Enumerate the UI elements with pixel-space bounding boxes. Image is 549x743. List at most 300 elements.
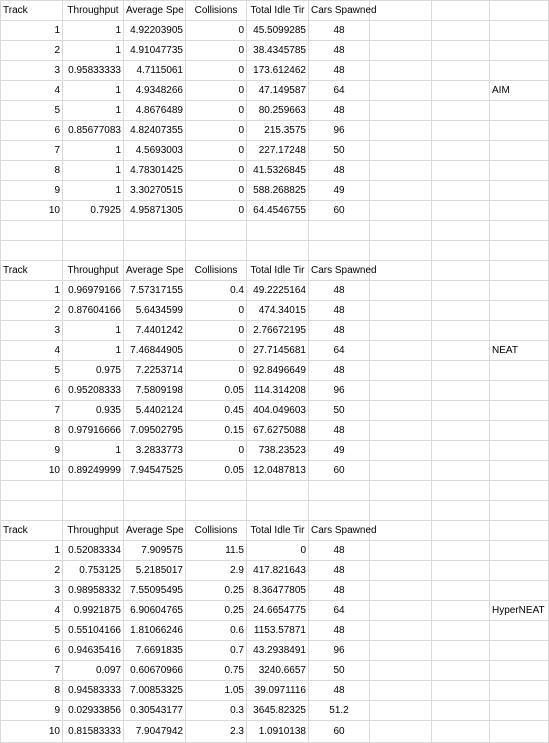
data-cell[interactable]: 48 bbox=[309, 281, 370, 301]
data-cell[interactable]: 6 bbox=[1, 641, 63, 661]
data-cell[interactable]: 8 bbox=[1, 421, 63, 441]
data-cell[interactable]: 51.2 bbox=[309, 701, 370, 721]
data-cell[interactable]: 1 bbox=[63, 441, 124, 461]
data-cell[interactable]: 0.097 bbox=[63, 661, 124, 681]
column-header-cell[interactable]: Throughput bbox=[63, 1, 124, 21]
data-cell[interactable]: 50 bbox=[309, 141, 370, 161]
data-cell[interactable]: 4.9348266 bbox=[124, 81, 186, 101]
empty-cell[interactable] bbox=[370, 641, 432, 661]
empty-cell[interactable] bbox=[432, 181, 490, 201]
empty-cell[interactable] bbox=[432, 161, 490, 181]
empty-cell[interactable] bbox=[432, 681, 490, 701]
data-cell[interactable]: 39.0971116 bbox=[247, 681, 309, 701]
data-cell[interactable]: 1153.57871 bbox=[247, 621, 309, 641]
data-cell[interactable]: 80.259663 bbox=[247, 101, 309, 121]
data-cell[interactable]: 43.2938491 bbox=[247, 641, 309, 661]
empty-cell[interactable] bbox=[490, 561, 549, 581]
data-cell[interactable]: 48 bbox=[309, 101, 370, 121]
data-cell[interactable]: 114.314208 bbox=[247, 381, 309, 401]
data-cell[interactable]: 7.46844905 bbox=[124, 341, 186, 361]
data-cell[interactable]: 1 bbox=[63, 141, 124, 161]
data-cell[interactable]: 2.3 bbox=[186, 721, 247, 743]
empty-cell[interactable] bbox=[432, 221, 490, 241]
empty-cell[interactable] bbox=[309, 241, 370, 261]
data-cell[interactable]: 0 bbox=[186, 141, 247, 161]
data-cell[interactable]: 92.8496649 bbox=[247, 361, 309, 381]
empty-cell[interactable] bbox=[490, 161, 549, 181]
empty-cell[interactable] bbox=[370, 461, 432, 481]
data-cell[interactable]: 1 bbox=[63, 21, 124, 41]
empty-cell[interactable] bbox=[370, 341, 432, 361]
empty-cell[interactable] bbox=[490, 661, 549, 681]
data-cell[interactable]: 3 bbox=[1, 61, 63, 81]
section-label-cell[interactable]: AIM bbox=[490, 81, 549, 101]
empty-cell[interactable] bbox=[370, 21, 432, 41]
data-cell[interactable]: 7.00853325 bbox=[124, 681, 186, 701]
empty-cell[interactable] bbox=[370, 701, 432, 721]
data-cell[interactable]: 4.92203905 bbox=[124, 21, 186, 41]
data-cell[interactable]: 9 bbox=[1, 701, 63, 721]
data-cell[interactable]: 0.95208333 bbox=[63, 381, 124, 401]
column-header-cell[interactable]: Collisions bbox=[186, 1, 247, 21]
data-cell[interactable]: 1 bbox=[63, 181, 124, 201]
empty-cell[interactable] bbox=[432, 81, 490, 101]
empty-cell[interactable] bbox=[490, 521, 549, 541]
empty-cell[interactable] bbox=[490, 281, 549, 301]
data-cell[interactable]: 404.049603 bbox=[247, 401, 309, 421]
data-cell[interactable]: 1.81066246 bbox=[124, 621, 186, 641]
data-cell[interactable]: 5 bbox=[1, 361, 63, 381]
data-cell[interactable]: 49 bbox=[309, 441, 370, 461]
empty-cell[interactable] bbox=[186, 221, 247, 241]
data-cell[interactable]: 0.25 bbox=[186, 581, 247, 601]
data-cell[interactable]: 7.57317155 bbox=[124, 281, 186, 301]
data-cell[interactable]: 0 bbox=[186, 441, 247, 461]
empty-cell[interactable] bbox=[490, 141, 549, 161]
data-cell[interactable]: 60 bbox=[309, 461, 370, 481]
data-cell[interactable]: 0.9921875 bbox=[63, 601, 124, 621]
data-cell[interactable]: 8.36477805 bbox=[247, 581, 309, 601]
data-cell[interactable]: 474.34015 bbox=[247, 301, 309, 321]
data-cell[interactable]: 48 bbox=[309, 301, 370, 321]
data-cell[interactable]: 0.94583333 bbox=[63, 681, 124, 701]
empty-cell[interactable] bbox=[370, 481, 432, 501]
empty-cell[interactable] bbox=[490, 441, 549, 461]
data-cell[interactable]: 3.2833773 bbox=[124, 441, 186, 461]
data-cell[interactable]: 12.0487813 bbox=[247, 461, 309, 481]
column-header-cell[interactable]: Throughput bbox=[63, 521, 124, 541]
data-cell[interactable]: 0 bbox=[186, 161, 247, 181]
column-header-cell[interactable]: Average Spe bbox=[124, 261, 186, 281]
data-cell[interactable]: 0.98958332 bbox=[63, 581, 124, 601]
empty-cell[interactable] bbox=[490, 641, 549, 661]
data-cell[interactable]: 6.90604765 bbox=[124, 601, 186, 621]
data-cell[interactable]: 0 bbox=[186, 321, 247, 341]
data-cell[interactable]: 38.4345785 bbox=[247, 41, 309, 61]
data-cell[interactable]: 7.2253714 bbox=[124, 361, 186, 381]
data-cell[interactable]: 7.4401242 bbox=[124, 321, 186, 341]
data-cell[interactable]: 41.5326845 bbox=[247, 161, 309, 181]
empty-cell[interactable] bbox=[370, 181, 432, 201]
data-cell[interactable]: 0.87604166 bbox=[63, 301, 124, 321]
empty-cell[interactable] bbox=[432, 281, 490, 301]
empty-cell[interactable] bbox=[490, 61, 549, 81]
data-cell[interactable]: 50 bbox=[309, 401, 370, 421]
empty-cell[interactable] bbox=[432, 621, 490, 641]
data-cell[interactable]: 7 bbox=[1, 141, 63, 161]
data-cell[interactable]: 1 bbox=[1, 281, 63, 301]
empty-cell[interactable] bbox=[370, 581, 432, 601]
empty-cell[interactable] bbox=[490, 401, 549, 421]
data-cell[interactable]: 48 bbox=[309, 41, 370, 61]
empty-cell[interactable] bbox=[370, 201, 432, 221]
empty-cell[interactable] bbox=[432, 541, 490, 561]
column-header-cell[interactable]: Cars Spawned bbox=[309, 261, 370, 281]
data-cell[interactable]: 60 bbox=[309, 201, 370, 221]
empty-cell[interactable] bbox=[1, 221, 63, 241]
data-cell[interactable]: 50 bbox=[309, 661, 370, 681]
empty-cell[interactable] bbox=[490, 241, 549, 261]
data-cell[interactable]: 1 bbox=[63, 101, 124, 121]
empty-cell[interactable] bbox=[432, 481, 490, 501]
data-cell[interactable]: 64 bbox=[309, 601, 370, 621]
data-cell[interactable]: 1 bbox=[63, 161, 124, 181]
empty-cell[interactable] bbox=[490, 221, 549, 241]
data-cell[interactable]: 47.149587 bbox=[247, 81, 309, 101]
empty-cell[interactable] bbox=[432, 321, 490, 341]
data-cell[interactable]: 0 bbox=[186, 101, 247, 121]
empty-cell[interactable] bbox=[370, 221, 432, 241]
column-header-cell[interactable]: Collisions bbox=[186, 521, 247, 541]
data-cell[interactable]: 96 bbox=[309, 641, 370, 661]
data-cell[interactable]: 4.95871305 bbox=[124, 201, 186, 221]
empty-cell[interactable] bbox=[432, 641, 490, 661]
empty-cell[interactable] bbox=[432, 341, 490, 361]
data-cell[interactable]: 0.94635416 bbox=[63, 641, 124, 661]
empty-cell[interactable] bbox=[432, 121, 490, 141]
empty-cell[interactable] bbox=[370, 301, 432, 321]
data-cell[interactable]: 0 bbox=[186, 81, 247, 101]
empty-cell[interactable] bbox=[370, 81, 432, 101]
empty-cell[interactable] bbox=[1, 501, 63, 521]
empty-cell[interactable] bbox=[490, 421, 549, 441]
data-cell[interactable]: 48 bbox=[309, 361, 370, 381]
data-cell[interactable]: 7.09502795 bbox=[124, 421, 186, 441]
data-cell[interactable]: 11.5 bbox=[186, 541, 247, 561]
data-cell[interactable]: 7.5809198 bbox=[124, 381, 186, 401]
empty-cell[interactable] bbox=[432, 521, 490, 541]
empty-cell[interactable] bbox=[490, 101, 549, 121]
column-header-cell[interactable]: Total Idle Tir bbox=[247, 261, 309, 281]
data-cell[interactable]: 4.91047735 bbox=[124, 41, 186, 61]
data-cell[interactable]: 10 bbox=[1, 721, 63, 743]
empty-cell[interactable] bbox=[247, 481, 309, 501]
data-cell[interactable]: 5.6434599 bbox=[124, 301, 186, 321]
empty-cell[interactable] bbox=[432, 701, 490, 721]
empty-cell[interactable] bbox=[490, 1, 549, 21]
data-cell[interactable]: 10 bbox=[1, 201, 63, 221]
data-cell[interactable]: 7 bbox=[1, 401, 63, 421]
empty-cell[interactable] bbox=[370, 501, 432, 521]
empty-cell[interactable] bbox=[370, 161, 432, 181]
data-cell[interactable]: 9 bbox=[1, 441, 63, 461]
empty-cell[interactable] bbox=[490, 541, 549, 561]
section-label-cell[interactable]: NEAT bbox=[490, 341, 549, 361]
empty-cell[interactable] bbox=[490, 21, 549, 41]
data-cell[interactable]: 4.5693003 bbox=[124, 141, 186, 161]
data-cell[interactable]: 4.8676489 bbox=[124, 101, 186, 121]
column-header-cell[interactable]: Cars Spawned bbox=[309, 521, 370, 541]
data-cell[interactable]: 0.3 bbox=[186, 701, 247, 721]
data-cell[interactable]: 0.97916666 bbox=[63, 421, 124, 441]
data-cell[interactable]: 0.75 bbox=[186, 661, 247, 681]
data-cell[interactable]: 4.82407355 bbox=[124, 121, 186, 141]
data-cell[interactable]: 0.15 bbox=[186, 421, 247, 441]
data-cell[interactable]: 5 bbox=[1, 621, 63, 641]
empty-cell[interactable] bbox=[63, 241, 124, 261]
data-cell[interactable]: 67.6275088 bbox=[247, 421, 309, 441]
data-cell[interactable]: 27.7145681 bbox=[247, 341, 309, 361]
data-cell[interactable]: 0.81583333 bbox=[63, 721, 124, 743]
data-cell[interactable]: 0 bbox=[186, 61, 247, 81]
data-cell[interactable]: 2 bbox=[1, 301, 63, 321]
column-header-cell[interactable]: Cars Spawned bbox=[309, 1, 370, 21]
data-cell[interactable]: 64 bbox=[309, 341, 370, 361]
data-cell[interactable]: 0 bbox=[186, 181, 247, 201]
empty-cell[interactable] bbox=[490, 301, 549, 321]
empty-cell[interactable] bbox=[370, 681, 432, 701]
empty-cell[interactable] bbox=[490, 621, 549, 641]
data-cell[interactable]: 0 bbox=[247, 541, 309, 561]
data-cell[interactable]: 7 bbox=[1, 661, 63, 681]
data-cell[interactable]: 4 bbox=[1, 81, 63, 101]
empty-cell[interactable] bbox=[370, 241, 432, 261]
empty-cell[interactable] bbox=[370, 441, 432, 461]
empty-cell[interactable] bbox=[186, 501, 247, 521]
empty-cell[interactable] bbox=[370, 381, 432, 401]
empty-cell[interactable] bbox=[370, 661, 432, 681]
data-cell[interactable]: 0 bbox=[186, 41, 247, 61]
data-cell[interactable]: 0 bbox=[186, 361, 247, 381]
column-header-cell[interactable]: Total Idle Tir bbox=[247, 1, 309, 21]
empty-cell[interactable] bbox=[490, 321, 549, 341]
empty-cell[interactable] bbox=[63, 481, 124, 501]
data-cell[interactable]: 96 bbox=[309, 381, 370, 401]
empty-cell[interactable] bbox=[432, 41, 490, 61]
empty-cell[interactable] bbox=[186, 241, 247, 261]
data-cell[interactable]: 48 bbox=[309, 321, 370, 341]
data-cell[interactable]: 0.45 bbox=[186, 401, 247, 421]
data-cell[interactable]: 1.0910138 bbox=[247, 721, 309, 743]
empty-cell[interactable] bbox=[247, 221, 309, 241]
empty-cell[interactable] bbox=[370, 61, 432, 81]
empty-cell[interactable] bbox=[124, 241, 186, 261]
empty-cell[interactable] bbox=[432, 661, 490, 681]
data-cell[interactable]: 49 bbox=[309, 181, 370, 201]
data-cell[interactable]: 2.76672195 bbox=[247, 321, 309, 341]
empty-cell[interactable] bbox=[432, 261, 490, 281]
data-cell[interactable]: 4.78301425 bbox=[124, 161, 186, 181]
empty-cell[interactable] bbox=[432, 1, 490, 21]
empty-cell[interactable] bbox=[490, 681, 549, 701]
data-cell[interactable]: 0.85677083 bbox=[63, 121, 124, 141]
data-cell[interactable]: 417.821643 bbox=[247, 561, 309, 581]
empty-cell[interactable] bbox=[490, 181, 549, 201]
column-header-cell[interactable]: Track bbox=[1, 1, 63, 21]
data-cell[interactable]: 0 bbox=[186, 201, 247, 221]
empty-cell[interactable] bbox=[370, 121, 432, 141]
empty-cell[interactable] bbox=[370, 101, 432, 121]
empty-cell[interactable] bbox=[490, 201, 549, 221]
empty-cell[interactable] bbox=[309, 481, 370, 501]
data-cell[interactable]: 0.6 bbox=[186, 621, 247, 641]
empty-cell[interactable] bbox=[370, 521, 432, 541]
data-cell[interactable]: 0 bbox=[186, 341, 247, 361]
empty-cell[interactable] bbox=[490, 361, 549, 381]
data-cell[interactable]: 8 bbox=[1, 681, 63, 701]
data-cell[interactable]: 2 bbox=[1, 561, 63, 581]
empty-cell[interactable] bbox=[432, 241, 490, 261]
empty-cell[interactable] bbox=[432, 561, 490, 581]
empty-cell[interactable] bbox=[309, 221, 370, 241]
data-cell[interactable]: 1 bbox=[1, 21, 63, 41]
data-cell[interactable]: 4 bbox=[1, 601, 63, 621]
data-cell[interactable]: 588.268825 bbox=[247, 181, 309, 201]
data-cell[interactable]: 0.7 bbox=[186, 641, 247, 661]
empty-cell[interactable] bbox=[370, 261, 432, 281]
empty-cell[interactable] bbox=[490, 721, 549, 743]
data-cell[interactable]: 10 bbox=[1, 461, 63, 481]
data-cell[interactable]: 5.4402124 bbox=[124, 401, 186, 421]
empty-cell[interactable] bbox=[432, 461, 490, 481]
column-header-cell[interactable]: Throughput bbox=[63, 261, 124, 281]
empty-cell[interactable] bbox=[432, 101, 490, 121]
empty-cell[interactable] bbox=[432, 141, 490, 161]
data-cell[interactable]: 48 bbox=[309, 541, 370, 561]
empty-cell[interactable] bbox=[370, 41, 432, 61]
empty-cell[interactable] bbox=[490, 121, 549, 141]
empty-cell[interactable] bbox=[124, 221, 186, 241]
data-cell[interactable]: 0.7925 bbox=[63, 201, 124, 221]
data-cell[interactable]: 0.55104166 bbox=[63, 621, 124, 641]
column-header-cell[interactable]: Total Idle Tir bbox=[247, 521, 309, 541]
data-cell[interactable]: 0.89249999 bbox=[63, 461, 124, 481]
data-cell[interactable]: 0.02933856 bbox=[63, 701, 124, 721]
data-cell[interactable]: 48 bbox=[309, 61, 370, 81]
data-cell[interactable]: 9 bbox=[1, 181, 63, 201]
empty-cell[interactable] bbox=[370, 1, 432, 21]
empty-cell[interactable] bbox=[63, 221, 124, 241]
empty-cell[interactable] bbox=[432, 21, 490, 41]
empty-cell[interactable] bbox=[370, 401, 432, 421]
empty-cell[interactable] bbox=[309, 501, 370, 521]
empty-cell[interactable] bbox=[370, 281, 432, 301]
data-cell[interactable]: 0.52083334 bbox=[63, 541, 124, 561]
empty-cell[interactable] bbox=[370, 561, 432, 581]
data-cell[interactable]: 0.96979166 bbox=[63, 281, 124, 301]
data-cell[interactable]: 1 bbox=[63, 81, 124, 101]
data-cell[interactable]: 2 bbox=[1, 41, 63, 61]
data-cell[interactable]: 48 bbox=[309, 561, 370, 581]
data-cell[interactable]: 0.30543177 bbox=[124, 701, 186, 721]
empty-cell[interactable] bbox=[1, 241, 63, 261]
data-cell[interactable]: 0 bbox=[186, 21, 247, 41]
data-cell[interactable]: 64.4546755 bbox=[247, 201, 309, 221]
data-cell[interactable]: 0.60670966 bbox=[124, 661, 186, 681]
column-header-cell[interactable]: Average Spe bbox=[124, 1, 186, 21]
column-header-cell[interactable]: Track bbox=[1, 261, 63, 281]
data-cell[interactable]: 4 bbox=[1, 341, 63, 361]
empty-cell[interactable] bbox=[370, 141, 432, 161]
data-cell[interactable]: 48 bbox=[309, 581, 370, 601]
empty-cell[interactable] bbox=[432, 421, 490, 441]
data-cell[interactable]: 48 bbox=[309, 681, 370, 701]
data-cell[interactable]: 0.4 bbox=[186, 281, 247, 301]
data-cell[interactable]: 738.23523 bbox=[247, 441, 309, 461]
data-cell[interactable]: 48 bbox=[309, 621, 370, 641]
empty-cell[interactable] bbox=[370, 321, 432, 341]
empty-cell[interactable] bbox=[370, 601, 432, 621]
empty-cell[interactable] bbox=[490, 701, 549, 721]
empty-cell[interactable] bbox=[432, 401, 490, 421]
data-cell[interactable]: 7.909575 bbox=[124, 541, 186, 561]
empty-cell[interactable] bbox=[124, 481, 186, 501]
data-cell[interactable]: 215.3575 bbox=[247, 121, 309, 141]
data-cell[interactable]: 0.05 bbox=[186, 461, 247, 481]
empty-cell[interactable] bbox=[370, 541, 432, 561]
data-cell[interactable]: 3 bbox=[1, 581, 63, 601]
data-cell[interactable]: 7.55095495 bbox=[124, 581, 186, 601]
data-cell[interactable]: 2.9 bbox=[186, 561, 247, 581]
data-cell[interactable]: 5 bbox=[1, 101, 63, 121]
data-cell[interactable]: 60 bbox=[309, 721, 370, 743]
data-cell[interactable]: 0.935 bbox=[63, 401, 124, 421]
empty-cell[interactable] bbox=[432, 581, 490, 601]
data-cell[interactable]: 96 bbox=[309, 121, 370, 141]
data-cell[interactable]: 6 bbox=[1, 381, 63, 401]
empty-cell[interactable] bbox=[432, 201, 490, 221]
data-cell[interactable]: 0.05 bbox=[186, 381, 247, 401]
data-cell[interactable]: 49.2225164 bbox=[247, 281, 309, 301]
column-header-cell[interactable]: Track bbox=[1, 521, 63, 541]
data-cell[interactable]: 1 bbox=[63, 41, 124, 61]
data-cell[interactable]: 7.94547525 bbox=[124, 461, 186, 481]
data-cell[interactable]: 3 bbox=[1, 321, 63, 341]
empty-cell[interactable] bbox=[490, 501, 549, 521]
data-cell[interactable]: 24.6654775 bbox=[247, 601, 309, 621]
empty-cell[interactable] bbox=[124, 501, 186, 521]
data-cell[interactable]: 1 bbox=[1, 541, 63, 561]
empty-cell[interactable] bbox=[370, 361, 432, 381]
data-cell[interactable]: 0.753125 bbox=[63, 561, 124, 581]
data-cell[interactable]: 0.25 bbox=[186, 601, 247, 621]
data-cell[interactable]: 3240.6657 bbox=[247, 661, 309, 681]
empty-cell[interactable] bbox=[490, 581, 549, 601]
empty-cell[interactable] bbox=[432, 601, 490, 621]
empty-cell[interactable] bbox=[370, 421, 432, 441]
data-cell[interactable]: 3645.82325 bbox=[247, 701, 309, 721]
empty-cell[interactable] bbox=[490, 481, 549, 501]
empty-cell[interactable] bbox=[490, 381, 549, 401]
empty-cell[interactable] bbox=[432, 381, 490, 401]
data-cell[interactable]: 8 bbox=[1, 161, 63, 181]
data-cell[interactable]: 7.6691835 bbox=[124, 641, 186, 661]
empty-cell[interactable] bbox=[432, 721, 490, 743]
data-cell[interactable]: 227.17248 bbox=[247, 141, 309, 161]
data-cell[interactable]: 64 bbox=[309, 81, 370, 101]
empty-cell[interactable] bbox=[490, 261, 549, 281]
empty-cell[interactable] bbox=[186, 481, 247, 501]
